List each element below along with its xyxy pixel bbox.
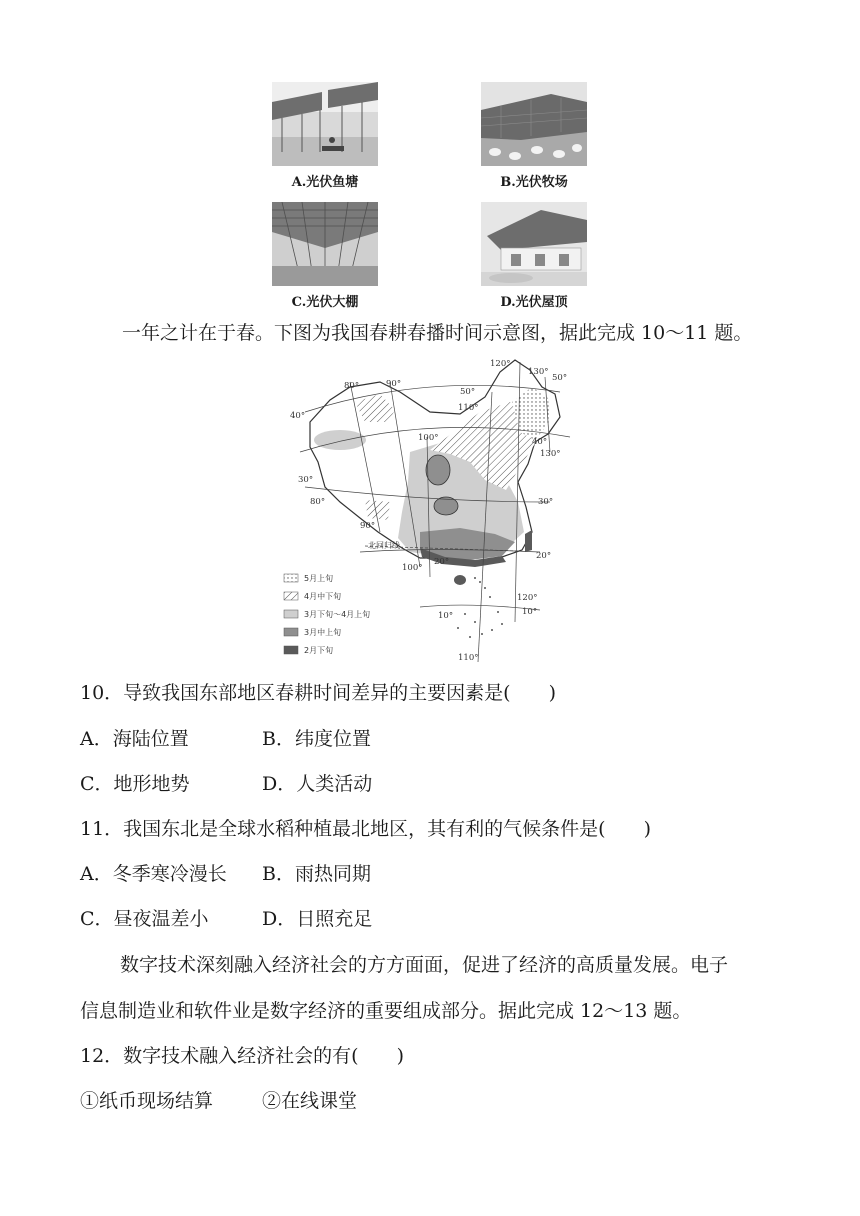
lon-label: 110° — [458, 653, 479, 663]
question-11-option-d: D．日照充足 — [262, 908, 373, 930]
lon-label: 80° — [310, 497, 326, 507]
lat-label: 50° — [460, 387, 476, 397]
caption-a: A.光伏鱼塘 — [291, 175, 359, 190]
lon-label: 120° — [517, 593, 538, 603]
solar-greenhouse-photo — [272, 202, 378, 286]
legend-label: 3月下旬～4月上旬 — [304, 610, 371, 619]
solar-rooftop-photo — [481, 202, 587, 286]
question-10-option-b: B．纬度位置 — [262, 728, 371, 750]
lon-label: 110° — [458, 403, 479, 413]
legend-label: 2月下旬 — [304, 646, 334, 655]
question-12-item-2: ②在线课堂 — [262, 1090, 358, 1112]
lat-label: 20° — [536, 551, 552, 561]
caption-c: C.光伏大棚 — [291, 295, 359, 310]
question-11-stem: 11．我国东北是全球水稻种植最北地区，其有利的气候条件是( ) — [80, 818, 652, 840]
lon-label: 100° — [402, 563, 423, 573]
lon-label: 100° — [418, 433, 439, 443]
lat-label: 40° — [290, 411, 306, 421]
question-12-item-1: ①纸币现场结算 — [80, 1090, 214, 1112]
question-11-option-c: C．昼夜温差小 — [80, 908, 209, 930]
question-12-stem: 12．数字技术融入经济社会的有( ) — [80, 1045, 405, 1067]
question-11-option-a: A．冬季寒冷漫长 — [80, 863, 227, 885]
caption-d: D.光伏屋顶 — [500, 295, 568, 310]
lon-label: 90° — [386, 379, 402, 389]
lon-label: 90° — [360, 521, 376, 531]
legend-label: 5月上旬 — [304, 574, 334, 583]
question-11-option-b: B．雨热同期 — [262, 863, 371, 885]
question-10-option-c: C．地形地势 — [80, 773, 190, 795]
question-10-stem: 10．导致我国东部地区春耕时间差异的主要因素是( ) — [80, 682, 557, 704]
lat-label: 10° — [522, 607, 538, 617]
legend-label: 3月中上旬 — [304, 628, 342, 637]
question-10-option-a: A．海陆位置 — [80, 728, 189, 750]
lat-label: 10° — [438, 611, 454, 621]
lon-label: 120° — [490, 359, 511, 369]
intro-paragraph-1: 一年之计在于春。下图为我国春耕春播时间示意图，据此完成 10～11 题。 — [122, 322, 753, 344]
tropic-label: 北回归线 — [368, 541, 400, 550]
lat-label: 20° — [434, 557, 450, 567]
map-legend — [284, 573, 370, 655]
solar-pasture-photo — [481, 82, 587, 166]
intro-paragraph-2-line-1: 数字技术深刻融入经济社会的方方面面，促进了经济的高质量发展。电子 — [120, 954, 729, 976]
lon-label: 130° — [528, 367, 549, 377]
lat-label: 40° — [532, 437, 548, 447]
question-10-option-d: D．人类活动 — [262, 773, 373, 795]
lat-label: 30° — [298, 475, 314, 485]
lat-label: 50° — [552, 373, 568, 383]
legend-label: 4月中下旬 — [304, 592, 342, 601]
lon-label: 80° — [344, 381, 360, 391]
lat-label: 30° — [538, 497, 554, 507]
lon-label: 130° — [540, 449, 561, 459]
caption-b: B.光伏牧场 — [500, 175, 568, 190]
spring-planting-map — [270, 352, 600, 664]
intro-paragraph-2-line-2: 信息制造业和软件业是数字经济的重要组成部分。据此完成 12～13 题。 — [80, 1000, 692, 1022]
solar-fishpond-photo — [272, 82, 378, 166]
